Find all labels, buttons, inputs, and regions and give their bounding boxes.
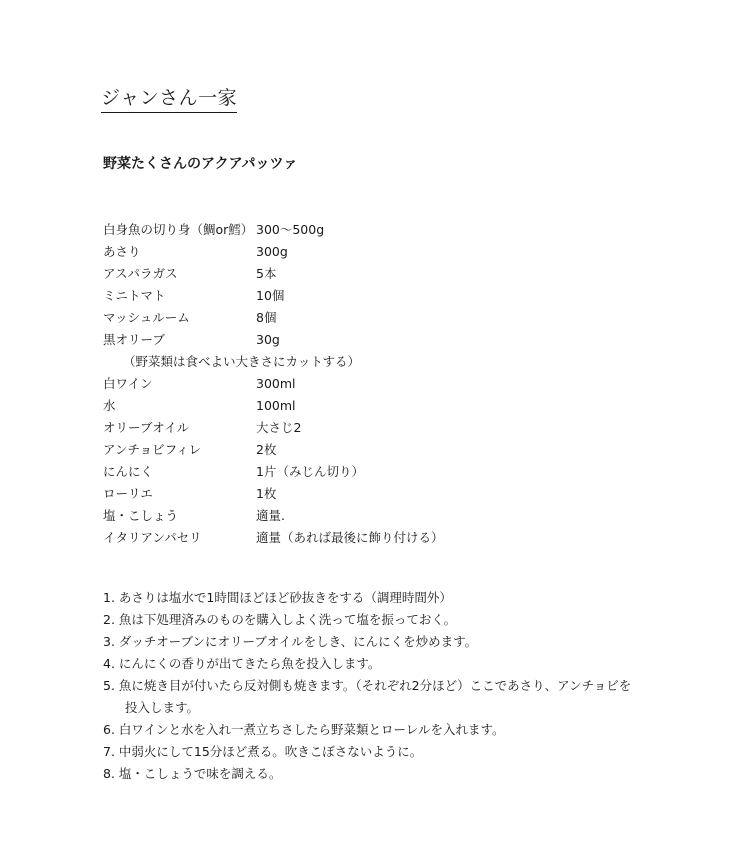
ingredient-quantity: 適量（あれば最後に飾り付ける）	[256, 530, 444, 545]
ingredient-row	[103, 285, 663, 307]
ingredient-row	[103, 417, 663, 439]
ingredient-quantity: 300g	[256, 244, 288, 259]
recipe-title: 野菜たくさんのアクアパッツァ	[103, 156, 298, 172]
instruction-list	[103, 587, 663, 785]
ingredient-row	[103, 461, 663, 483]
ingredient-name: あさり	[103, 244, 141, 259]
ingredient-quantity: 大さじ2	[256, 420, 302, 435]
instruction-step: 2. 魚は下処理済みのものを購入しよく洗って塩を振っておく。	[103, 612, 457, 627]
ingredient-quantity: 8個	[256, 310, 277, 325]
ingredient-name: 黒オリーブ	[103, 332, 165, 347]
ingredient-name: オリーブオイル	[103, 420, 190, 435]
ingredient-row	[103, 505, 663, 527]
family-title: ジャンさん一家	[101, 86, 237, 113]
ingredient-name: マッシュルーム	[103, 310, 190, 325]
instruction-step-continuation: 投入します。	[125, 700, 200, 715]
ingredient-quantity: 1枚	[256, 486, 277, 501]
ingredient-name: イタリアンパセリ	[103, 530, 202, 545]
ingredient-name: 白身魚の切り身（鯛or鱈）	[103, 222, 254, 237]
ingredient-name: ミニトマト	[103, 288, 166, 303]
ingredient-quantity: 300ml	[256, 376, 296, 391]
instruction-step: 6. 白ワインと水を入れ一煮立ちさしたら野菜類とローレルを入れます。	[103, 722, 505, 737]
ingredient-quantity: 2枚	[256, 442, 277, 457]
ingredient-row	[103, 241, 663, 263]
ingredient-name: アスパラガス	[103, 266, 178, 281]
ingredient-name: アンチョビフィレ	[103, 442, 202, 457]
ingredient-row	[103, 483, 663, 505]
ingredient-quantity: 10個	[256, 288, 285, 303]
ingredient-quantity: 1片（みじん切り）	[256, 464, 364, 479]
instruction-step: 1. あさりは塩水で1時間ほどほど砂抜きをする（調理時間外）	[103, 590, 452, 605]
instruction-step: 7. 中弱火にして15分ほど煮る。吹きこぼさないように。	[103, 744, 423, 759]
ingredient-name: 塩・こしょう	[103, 508, 179, 523]
ingredient-name: 水	[103, 398, 116, 413]
ingredient-row	[103, 219, 663, 241]
ingredient-name: ローリエ	[103, 486, 153, 501]
ingredient-row	[103, 373, 663, 395]
ingredient-row	[103, 395, 663, 417]
ingredient-quantity: 100ml	[256, 398, 296, 413]
ingredient-quantity: 30g	[256, 332, 280, 347]
ingredient-row	[103, 439, 663, 461]
instruction-step: 3. ダッチオーブンにオリーブオイルをしき、にんにくを炒めます。	[103, 634, 478, 649]
instruction-step: 5. 魚に焼き目が付いたら反対側も焼きます。（それぞれ2分ほど）ここであさり、アンチョビを	[103, 678, 632, 693]
ingredient-row	[103, 263, 663, 285]
ingredient-name: 白ワイン	[103, 376, 153, 391]
ingredient-list	[103, 219, 663, 549]
ingredient-row	[103, 329, 663, 351]
vegetable-note: （野菜類は食べよい大きさにカットする）	[123, 354, 361, 369]
ingredient-row	[103, 307, 663, 329]
ingredient-quantity: 300～500g	[256, 222, 325, 237]
instruction-step: 4. にんにくの香りが出てきたら魚を投入します。	[103, 656, 381, 671]
ingredient-quantity: 5本	[256, 266, 277, 281]
ingredient-quantity: 適量.	[256, 508, 285, 523]
instruction-step: 8. 塩・こしょうで味を調える。	[103, 766, 282, 781]
ingredient-name: にんにく	[103, 464, 154, 479]
ingredient-row	[103, 527, 663, 549]
